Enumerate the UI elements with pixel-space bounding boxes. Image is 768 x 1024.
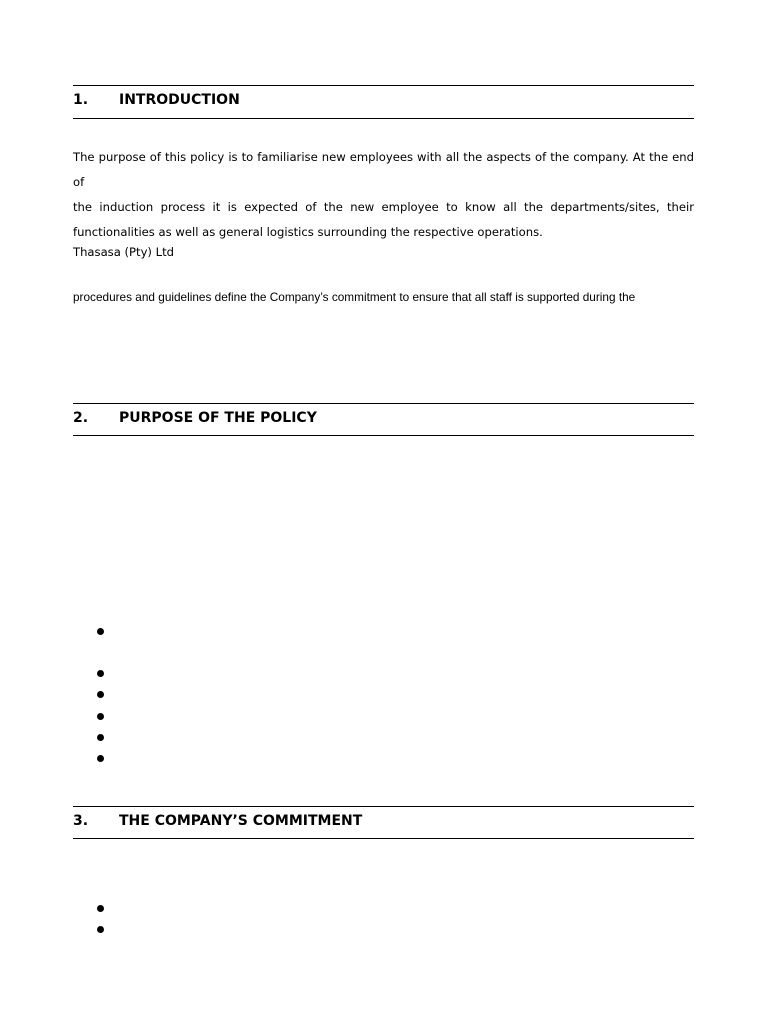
intro-paragraph-line: The purpose of this policy is to familiarise new employees with all the aspects of the company. At the end of <box>73 150 694 189</box>
section-2-heading <box>73 408 694 428</box>
bullet-point <box>97 628 104 635</box>
section-2-bottom-rule <box>73 435 694 436</box>
section-3-number: 3. <box>73 813 89 829</box>
bullet-point <box>97 755 104 762</box>
section-2-top-rule <box>73 403 694 404</box>
bullet-point <box>97 905 104 912</box>
section-2-title: PURPOSE OF THE POLICY <box>119 410 317 426</box>
intro-paragraph <box>73 145 694 245</box>
section-1-bottom-rule <box>73 118 694 119</box>
section-2-number: 2. <box>73 410 89 426</box>
section-1-heading <box>73 90 694 110</box>
section-3-top-rule <box>73 806 694 807</box>
bullet-point <box>97 734 104 741</box>
bullet-point <box>97 670 104 677</box>
section-1-top-rule <box>73 85 694 86</box>
intro-paragraph-line: the induction process it is expected of the new employee to know all the departments/sites, their <box>73 200 694 214</box>
section-1-number: 1. <box>73 92 89 108</box>
company-name: Thasasa (Pty) Ltd <box>73 245 175 259</box>
section-3-title: THE COMPANY’S COMMITMENT <box>119 813 363 829</box>
procedures-line: procedures and guidelines define the Company’s commitment to ensure that all staff is supported during the <box>73 290 636 304</box>
section-3-bottom-rule <box>73 838 694 839</box>
intro-paragraph-line: functionalities as well as general logistics surrounding the respective operations. <box>73 225 543 239</box>
bullet-point <box>97 691 104 698</box>
section-1-title: INTRODUCTION <box>119 92 240 108</box>
bullet-point <box>97 713 104 720</box>
section-3-heading <box>73 811 694 831</box>
bullet-point <box>97 926 104 933</box>
